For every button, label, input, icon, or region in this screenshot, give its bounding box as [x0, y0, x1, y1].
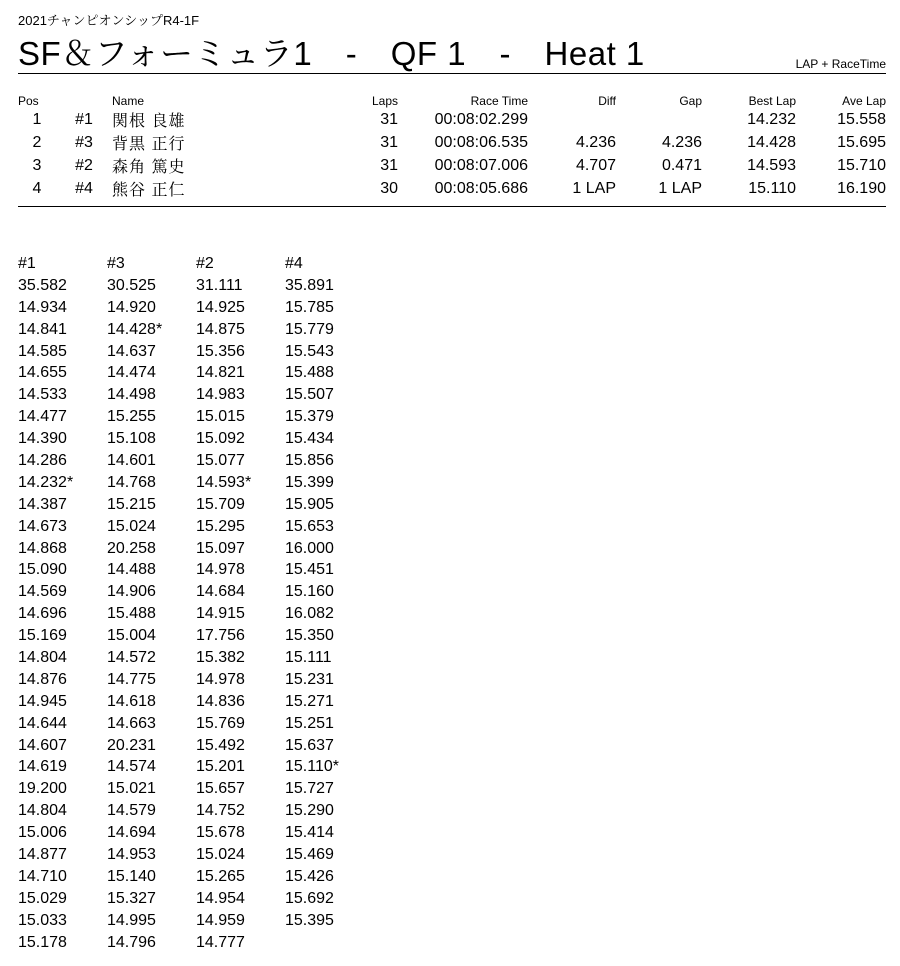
header-divider: [18, 73, 886, 74]
lap-time-cell: 15.657: [196, 780, 245, 798]
lap-time-cell: 15.077: [196, 451, 245, 469]
lap-time-cell: 14.710: [18, 867, 67, 885]
lap-column-header: #3: [107, 254, 125, 272]
lap-time-cell: 14.673: [18, 517, 67, 535]
results-header-row: [18, 92, 886, 108]
lap-time-cell: 14.572: [107, 648, 156, 666]
result-race-time: 00:08:05.686: [434, 179, 528, 197]
lap-time-cell: 15.110*: [285, 758, 339, 776]
lap-time-cell: 15.434: [285, 430, 334, 448]
lap-time-cell: 15.006: [18, 824, 67, 842]
lap-time-cell: 15.469: [285, 845, 334, 863]
lap-time-cell: 14.796: [107, 933, 156, 951]
lap-time-cell: 15.692: [285, 889, 334, 907]
lap-time-cell: 14.637: [107, 342, 156, 360]
lap-time-cell: 14.978: [196, 670, 245, 688]
lap-time-cell: 15.382: [196, 648, 245, 666]
lap-time-cell: 14.618: [107, 692, 156, 710]
lap-time-cell: 14.804: [18, 802, 67, 820]
lap-time-cell: 14.533: [18, 386, 67, 404]
result-ave-lap: 15.695: [837, 133, 886, 151]
lap-time-cell: 14.428*: [107, 320, 163, 338]
event-subtitle: 2021チャンピオンシップR4-1F: [18, 13, 200, 28]
lap-row: [18, 362, 374, 384]
lap-time-cell: 14.477: [18, 408, 67, 426]
lap-row: [18, 428, 374, 450]
lap-row: [18, 603, 374, 625]
lap-time-cell: 14.390: [18, 430, 67, 448]
lap-time-cell: 16.082: [285, 605, 334, 623]
result-laps: 30: [380, 179, 398, 197]
lap-time-cell: 15.201: [196, 758, 245, 776]
lap-time-cell: 20.231: [107, 736, 156, 754]
lap-time-cell: 14.836: [196, 692, 245, 710]
lap-time-cell: 15.414: [285, 824, 334, 842]
lap-time-cell: 15.356: [196, 342, 245, 360]
results-table: [18, 92, 886, 200]
lap-time-cell: 15.255: [107, 408, 156, 426]
lap-time-cell: 15.140: [107, 867, 156, 885]
lap-time-cell: 14.579: [107, 802, 156, 820]
lap-time-cell: [285, 932, 374, 954]
lap-time-cell: 15.111: [285, 648, 332, 666]
lap-time-cell: 15.637: [285, 736, 334, 754]
result-diff: 1 LAP: [572, 179, 616, 197]
lap-time-cell: 14.593*: [196, 473, 252, 491]
lap-time-cell: 15.108: [107, 430, 156, 448]
lap-column-header: #1: [18, 254, 36, 272]
result-race-time: 00:08:06.535: [434, 133, 528, 151]
lap-time-cell: 15.709: [196, 495, 245, 513]
lap-row: [18, 297, 374, 319]
result-diff: [528, 108, 616, 131]
lap-time-cell: 15.678: [196, 824, 245, 842]
lap-row: [18, 844, 374, 866]
lap-time-cell: 15.492: [196, 736, 245, 754]
result-pos: 4: [32, 179, 42, 197]
lap-time-cell: 14.920: [107, 298, 156, 316]
lap-time-cell: 14.983: [196, 386, 245, 404]
lap-time-cell: 15.029: [18, 889, 67, 907]
lap-time-cell: 15.092: [196, 430, 245, 448]
lap-row: [18, 581, 374, 603]
lap-time-cell: 15.160: [285, 583, 334, 601]
lap-row: [18, 910, 374, 932]
lap-time-cell: 14.387: [18, 495, 67, 513]
lap-row: [18, 559, 374, 581]
lap-time-cell: 35.891: [285, 276, 334, 294]
lap-time-cell: 15.327: [107, 889, 156, 907]
result-best-lap: 15.110: [748, 179, 796, 197]
result-car-number: #3: [75, 133, 93, 151]
lap-time-cell: 15.856: [285, 451, 334, 469]
result-best-lap: 14.428: [747, 133, 796, 151]
lap-row: [18, 516, 374, 538]
lap-time-cell: 15.265: [196, 867, 245, 885]
lap-column-header: #2: [196, 254, 214, 272]
lap-time-cell: 14.232*: [18, 473, 74, 491]
lap-row: [18, 472, 374, 494]
lap-time-cell: 14.868: [18, 539, 67, 557]
result-pos: 3: [32, 156, 42, 174]
lap-time-cell: 14.954: [196, 889, 245, 907]
lap-time-cell: 14.663: [107, 714, 156, 732]
result-best-lap: 14.593: [747, 156, 796, 174]
lap-time-cell: 19.200: [18, 780, 67, 798]
lap-row: [18, 406, 374, 428]
column-header-race-time: Race Time: [470, 94, 528, 108]
lap-row: [18, 669, 374, 691]
result-pos: 1: [32, 110, 42, 128]
lap-time-cell: 14.876: [18, 670, 67, 688]
lap-time-cell: 15.488: [285, 364, 334, 382]
lap-time-cell: 15.653: [285, 517, 334, 535]
lap-time-cell: 14.286: [18, 451, 67, 469]
lap-time-cell: 14.694: [107, 824, 156, 842]
result-gap: 0.471: [661, 156, 702, 174]
column-header-diff: Diff: [598, 94, 616, 108]
lap-time-cell: 14.696: [18, 605, 67, 623]
lap-time-cell: 14.995: [107, 911, 156, 929]
lap-time-cell: 14.953: [107, 845, 156, 863]
lap-time-cell: 14.684: [196, 583, 245, 601]
lap-time-cell: 14.569: [18, 583, 67, 601]
lap-time-cell: 15.215: [107, 495, 156, 513]
result-row: [18, 177, 886, 200]
lap-time-cell: 15.033: [18, 911, 67, 929]
lap-time-cell: 14.768: [107, 473, 156, 491]
lap-time-cell: 16.000: [285, 539, 334, 557]
result-gap: 1 LAP: [658, 179, 702, 197]
lap-time-cell: 15.024: [107, 517, 156, 535]
lap-time-cell: 14.474: [107, 364, 156, 382]
report-format-label: LAP + RaceTime: [795, 57, 886, 71]
result-ave-lap: 15.710: [837, 156, 886, 174]
lap-row: [18, 450, 374, 472]
lap-time-cell: 15.090: [18, 561, 67, 579]
lap-row: [18, 384, 374, 406]
result-gap: [616, 108, 702, 131]
result-driver-name: 森角 篤史: [112, 159, 186, 176]
lap-time-cell: 15.905: [285, 495, 334, 513]
lap-row: [18, 756, 374, 778]
lap-time-cell: 14.488: [107, 561, 156, 579]
lap-time-cell: 14.777: [196, 933, 245, 951]
result-ave-lap: 15.558: [837, 110, 886, 128]
result-row: [18, 154, 886, 177]
lap-time-cell: 14.585: [18, 342, 67, 360]
lap-time-cell: 35.582: [18, 276, 67, 294]
lap-time-cell: 15.004: [107, 627, 156, 645]
lap-time-cell: 15.543: [285, 342, 334, 360]
result-car-number: #4: [75, 179, 93, 197]
result-diff: 4.707: [575, 156, 616, 174]
lap-time-cell: 15.379: [285, 408, 334, 426]
result-row: [18, 131, 886, 154]
lap-time-cell: 14.601: [107, 451, 156, 469]
result-diff: 4.236: [575, 133, 616, 151]
page-title: SF＆フォーミュラ1 - QF 1 - Heat 1: [18, 35, 645, 72]
lap-time-cell: 15.251: [285, 714, 334, 732]
lap-row: [18, 494, 374, 516]
lap-row: [18, 866, 374, 888]
lap-time-cell: 20.258: [107, 539, 156, 557]
lap-time-cell: 15.231: [285, 670, 334, 688]
result-gap: 4.236: [661, 133, 702, 151]
lap-row: [18, 888, 374, 910]
result-pos: 2: [32, 133, 42, 151]
lap-row: [18, 713, 374, 735]
lap-time-cell: 14.841: [18, 320, 67, 338]
result-driver-name: 熊谷 正仁: [112, 182, 186, 199]
column-header-laps: Laps: [371, 94, 398, 108]
result-driver-name: 背黒 正行: [112, 136, 186, 153]
lap-time-cell: 15.024: [196, 845, 245, 863]
lap-time-cell: 15.426: [285, 867, 334, 885]
lap-time-cell: 15.290: [285, 802, 334, 820]
lap-time-cell: 15.727: [285, 780, 334, 798]
lap-time-cell: 15.488: [107, 605, 156, 623]
lap-time-cell: 14.804: [18, 648, 67, 666]
result-race-time: 00:08:02.299: [434, 110, 528, 128]
lap-time-cell: 15.769: [196, 714, 245, 732]
lap-row: [18, 625, 374, 647]
lap-time-cell: 15.779: [285, 320, 334, 338]
result-laps: 31: [380, 133, 398, 151]
lap-time-cell: 15.178: [18, 933, 67, 951]
lap-time-cell: 14.752: [196, 802, 245, 820]
lap-time-cell: 14.619: [18, 758, 67, 776]
lap-row: [18, 800, 374, 822]
lap-time-cell: 14.925: [196, 298, 245, 316]
lap-row: [18, 932, 374, 954]
column-header-best-lap: Best Lap: [748, 94, 796, 108]
lap-row: [18, 647, 374, 669]
lap-time-cell: 14.915: [196, 605, 245, 623]
result-laps: 31: [380, 110, 398, 128]
lap-times-table: [18, 253, 374, 954]
lap-time-cell: 14.959: [196, 911, 245, 929]
lap-time-cell: 15.507: [285, 386, 334, 404]
lap-time-cell: 30.525: [107, 276, 156, 294]
result-car-number: #2: [75, 156, 93, 174]
lap-row: [18, 319, 374, 341]
column-header-pos: Pos: [18, 94, 39, 108]
lap-time-cell: 14.644: [18, 714, 67, 732]
column-header-ave-lap: Ave Lap: [842, 94, 886, 108]
lap-time-cell: 15.399: [285, 473, 334, 491]
lap-time-cell: 14.574: [107, 758, 156, 776]
lap-time-cell: 15.097: [196, 539, 245, 557]
lap-time-cell: 31.111: [196, 276, 243, 294]
lap-time-cell: 14.655: [18, 364, 67, 382]
results-divider: [18, 206, 886, 207]
result-race-time: 00:08:07.006: [434, 156, 528, 174]
lap-row: [18, 275, 374, 297]
lap-row: [18, 778, 374, 800]
lap-time-cell: 15.350: [285, 627, 334, 645]
lap-time-cell: 14.821: [196, 364, 245, 382]
lap-time-cell: 14.875: [196, 320, 245, 338]
lap-time-cell: 14.877: [18, 845, 67, 863]
result-ave-lap: 16.190: [837, 179, 886, 197]
lap-row: [18, 538, 374, 560]
lap-row: [18, 341, 374, 363]
lap-time-cell: 14.945: [18, 692, 67, 710]
lap-column-header: #4: [285, 254, 303, 272]
lap-time-cell: 15.451: [285, 561, 334, 579]
column-header-name: Name: [112, 94, 145, 108]
result-best-lap: 14.232: [747, 110, 796, 128]
column-header-car: [56, 92, 112, 108]
lap-row: [18, 822, 374, 844]
lap-time-cell: 15.169: [18, 627, 67, 645]
lap-time-cell: 15.295: [196, 517, 245, 535]
result-row: [18, 108, 886, 131]
lap-time-cell: 15.271: [285, 692, 334, 710]
lap-time-cell: 17.756: [196, 627, 245, 645]
lap-time-cell: 15.015: [196, 408, 245, 426]
lap-row: [18, 691, 374, 713]
lap-time-cell: 14.607: [18, 736, 67, 754]
result-car-number: #1: [75, 110, 93, 128]
lap-time-cell: 15.395: [285, 911, 334, 929]
result-driver-name: 関根 良雄: [112, 113, 186, 130]
lap-times-header-row: [18, 253, 374, 275]
lap-time-cell: 14.978: [196, 561, 245, 579]
lap-time-cell: 14.934: [18, 298, 67, 316]
lap-time-cell: 14.775: [107, 670, 156, 688]
lap-time-cell: 14.498: [107, 386, 156, 404]
lap-time-cell: 14.906: [107, 583, 156, 601]
lap-time-cell: 15.021: [107, 780, 156, 798]
column-header-gap: Gap: [679, 94, 702, 108]
lap-row: [18, 735, 374, 757]
lap-time-cell: 15.785: [285, 298, 334, 316]
result-laps: 31: [380, 156, 398, 174]
